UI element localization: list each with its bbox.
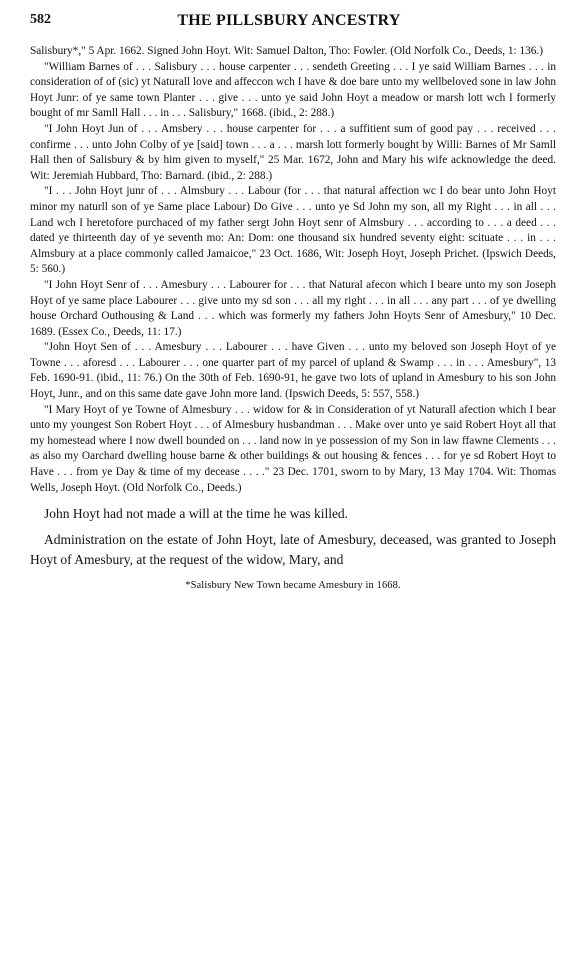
deed-paragraph: "I John Hoyt Jun of . . . Amsbery . . . house carpenter for . . . a suffitient sum of good pay . . . received . . . confirme . . . unto John Colby of ye [said] town . . . a . . . marsh lott formerly bought by Willi: Barnes of Mr Samll Hall then of Salisbury & by him given to myself," 25 Mar. 1672, John and Mary his wife acknowledge the deed. Wit: Jeremiah Hubbard, Tho: Barnard. (ibid., 2: 288.) <box>30 122 556 182</box>
deed-paragraph: "William Barnes of . . . Salisbury . . . house carpenter . . . sendeth Greeting . . . I ye said William Barnes . . . in consideration of of (sic) yt Naturall love and affeccon wch I have & doe bare unto my wellbeloved sone in law John Hoyt Junr: of ye same town Planter . . . give . . . unto ye said John Hoyt a meadow or marsh lott wch I formerly bought of mr Samll Hall . . . in . . . Salisbury," 1668. (ibid., 2: 288.) <box>30 60 556 120</box>
body-paragraph: Administration on the estate of John Hoyt, late of Amesbury, deceased, was granted to Joseph Hoyt of Amesbury, at the request of the widow, Mary, and <box>30 532 556 568</box>
deed-paragraph: Salisbury*," 5 Apr. 1662. Signed John Hoyt. Wit: Samuel Dalton, Tho: Fowler. (Old Norfolk Co., Deeds, 1: 136.) <box>30 45 544 57</box>
footnote: *Salisbury New Town became Amesbury in 1668. <box>185 580 401 592</box>
deed-extracts <box>30 44 556 496</box>
deed-paragraph: "I . . . John Hoyt junr of . . . Almsbury . . . Labour (for . . . that natural affection wc I do bear unto John Hoyt minor my naturll son of ye Same place Labour) Do Give . . . unto ye Sd John my son, all my Right . . . in all . . . Land wch I heretofore purchaced of my father sergt John Hoyt senr of Almsbury . . . according to . . . a deed . . . dated ye thirteenth day of ye seventh mo: An: Dom: one thousand six hundred seventy eight: scituate . . . in . . . Almsbury at a place commonly called Jamaicoe," 23 Oct. 1686, Wit: Joseph Hoyt, Joseph Prichet. (Ipswich Deeds, 5: 560.) <box>30 185 556 276</box>
page-title: THE PILLSBURY ANCESTRY <box>177 12 401 29</box>
body-paragraph: John Hoyt had not made a will at the time he was killed. <box>44 506 349 522</box>
deed-paragraph: "John Hoyt Sen of . . . Amesbury . . . Labourer . . . have Given . . . unto my beloved son Joseph Hoyt of ye Towne . . . aforesd . . . Labourer . . . one quarter part of my parcel of upland & Swamp . . . in . . . Amesbury", 13 Feb. 1690-91. (ibid., 11: 76.) On the 30th of Feb. 1690-91, he gave two lots of upland in Amesbury to his son John Hoyt, Junr., and on this same date gave John more land. (Ipswich Deeds, 5: 557, 558.) <box>30 341 556 401</box>
body-text <box>30 504 556 570</box>
deed-paragraph: "I Mary Hoyt of ye Towne of Almesbury . . . widow for & in Consideration of yt Naturall afection which I bear unto my youngest Son Robert Hoyt . . . of Almesbury husbandman . . . Make over unto ye said Robert Hoyt all that my homestead where I now dwell bounded on . . . land now in ye possession of my Son in law ffawne Clements . . . as also my Oarchard dwelling house barne & other buildings & out housing & fences . . . for ye sd Robert Hoyt to Have . . . from ye Day & time of my decease . . . ." 23 Dec. 1701, sworn to by Mary, 13 May 1704. Wit: Thomas Wells, Joseph Hoyt. (Old Norfolk Co., Deeds.) <box>30 403 556 494</box>
page-number: 582 <box>30 12 51 27</box>
deed-paragraph: "I John Hoyt Senr of . . . Amesbury . . . Labourer for . . . that Natural afecon which I beare unto my son Joseph Hoyt of ye same place Labourer . . . give unto my sd son . . . all my right . . . in all . . . any part . . . of ye dwelling house Orchard Outhousing & Land . . . which was formerly my fathers John Hoyts Senr of Amesbury," 10 Dec. 1689. (Essex Co., Deeds, 11: 17.) <box>30 278 556 338</box>
